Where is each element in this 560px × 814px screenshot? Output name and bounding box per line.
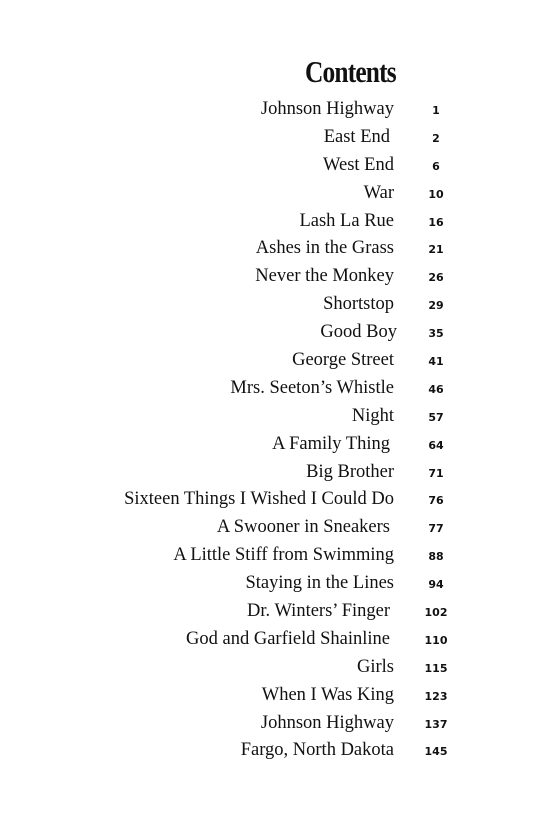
entry-title: Night: [351, 405, 394, 426]
entry-title: When I Was King: [261, 684, 394, 705]
toc-entry: [0, 542, 560, 570]
entry-page-number: 94: [428, 578, 444, 592]
toc-entry: [0, 263, 560, 291]
toc-entry: [0, 710, 560, 738]
entry-page-number: 57: [428, 410, 444, 424]
entry-page-number: 21: [428, 243, 444, 257]
page-title: Contents: [305, 54, 396, 89]
entry-title: Dr. Winters’ Finger: [247, 601, 390, 622]
toc-entry: [0, 96, 560, 124]
toc-entry: [0, 180, 560, 208]
entry-title: Johnson Highway: [260, 99, 394, 119]
entry-page-number: 145: [424, 745, 448, 759]
entry-title: A Family Thing: [272, 433, 390, 454]
entry-title: Shortstop: [323, 294, 394, 315]
entry-page-number: 88: [428, 550, 444, 564]
entry-page-number: 1: [432, 104, 440, 117]
entry-page-number: 6: [432, 159, 440, 173]
entry-title: God and Garfield Shainline: [186, 628, 390, 649]
toc-entry: [0, 235, 560, 263]
entry-page-number: 110: [424, 633, 448, 647]
toc-entry: [0, 347, 560, 375]
table-of-contents: [0, 96, 560, 765]
toc-entry: [0, 654, 560, 682]
entry-page-number: 102: [424, 606, 448, 620]
entry-title: Ashes in the Grass: [255, 238, 394, 259]
entry-title: A Little Stiff from Swimming: [173, 545, 394, 566]
toc-entry: [0, 626, 560, 654]
entry-title: East End: [323, 126, 390, 147]
entry-page-number: 2: [432, 131, 440, 145]
toc-entry: [0, 208, 560, 236]
toc-entry: [0, 291, 560, 319]
toc-entry: [0, 459, 560, 487]
entry-page-number: 76: [428, 494, 444, 508]
entry-page-number: 115: [424, 661, 448, 675]
entry-page-number: 41: [428, 355, 444, 369]
entry-page-number: 35: [428, 327, 444, 341]
entry-page-number: 71: [428, 466, 444, 480]
toc-entry: [0, 514, 560, 542]
toc-entry: [0, 431, 560, 459]
entry-title: Sixteen Things I Wished I Could Do: [124, 489, 394, 510]
entry-title: Staying in the Lines: [245, 573, 394, 594]
entry-page-number: 137: [424, 717, 448, 731]
entry-title: Good Boy: [320, 322, 397, 343]
entry-page-number: 26: [428, 271, 444, 285]
entry-page-number: 16: [428, 215, 444, 229]
entry-title: War: [363, 182, 394, 203]
entry-title: West End: [323, 154, 394, 175]
entry-page-number: 29: [428, 299, 444, 313]
toc-entry: [0, 486, 560, 514]
toc-entry: [0, 682, 560, 710]
toc-entry: [0, 598, 560, 626]
toc-entry: [0, 737, 560, 765]
toc-entry: [0, 570, 560, 598]
entry-page-number: 46: [428, 382, 444, 396]
entry-title: Fargo, North Dakota: [240, 740, 394, 761]
entry-title: Big Brother: [306, 461, 394, 482]
entry-title: Lash La Rue: [299, 210, 394, 231]
entry-title: Girls: [357, 656, 394, 677]
entry-title: Mrs. Seeton’s Whistle: [230, 377, 394, 398]
toc-entry: [0, 319, 560, 347]
entry-page-number: 123: [424, 689, 448, 703]
entry-title: Never the Monkey: [255, 266, 394, 287]
toc-entry: [0, 124, 560, 152]
entry-title: George Street: [292, 350, 394, 371]
entry-page-number: 64: [428, 438, 444, 452]
toc-entry: [0, 375, 560, 403]
entry-title: A Swooner in Sneakers: [216, 517, 390, 538]
toc-entry: [0, 152, 560, 180]
entry-title: Johnson Highway: [260, 712, 394, 733]
entry-page-number: 10: [428, 187, 444, 201]
entry-page-number: 77: [428, 522, 444, 536]
toc-entry: [0, 403, 560, 431]
